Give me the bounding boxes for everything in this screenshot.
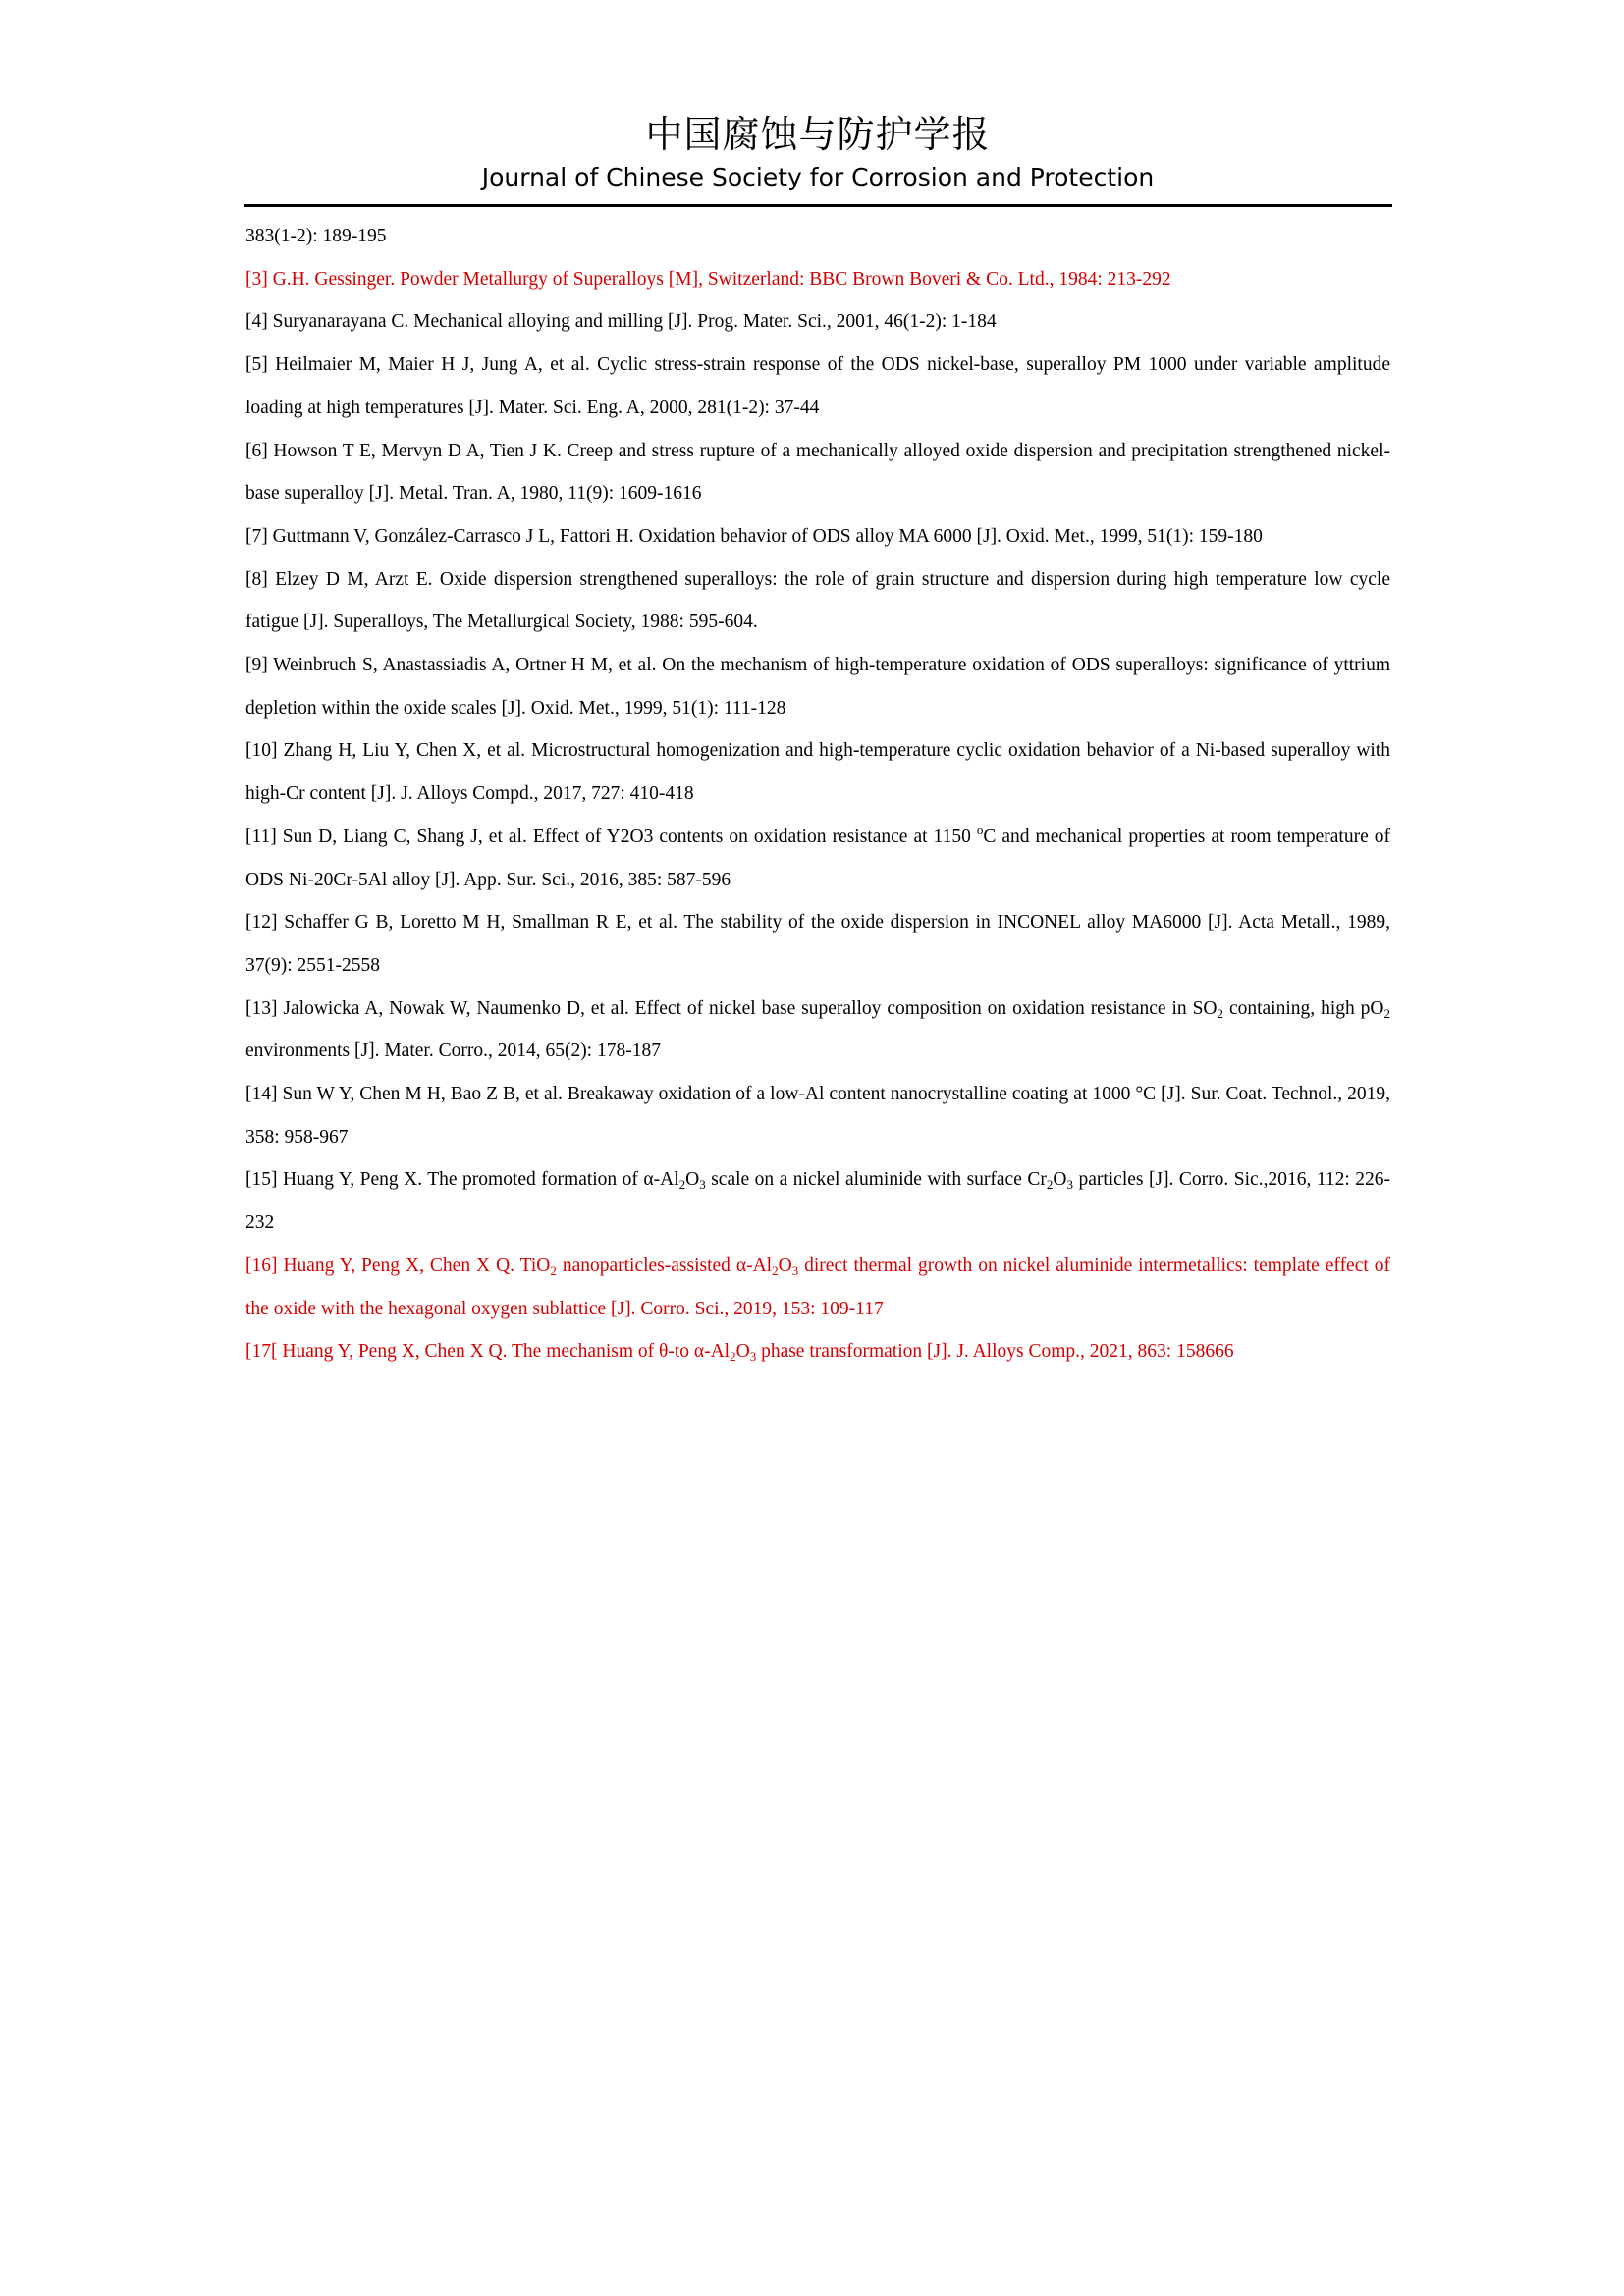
journal-title-chinese: 中国腐蚀与防护学报 (645, 113, 991, 156)
reference-text: [15] Huang Y, Peng X. The promoted formation of α-Al (245, 1169, 679, 1191)
journal-header (244, 110, 1392, 194)
reference-text: [8] Elzey D M, Arzt E. Oxide dispersion strengthened superalloys: the role of grain structure and dispersion during high temperature low cycle fatigue [J]. Superalloys, The Metallurgical Society, 1988: 595-604. (245, 568, 1390, 633)
reference-text: environments [J]. Mater. Corro., 2014, 65(2): 178-187 (245, 1041, 661, 1062)
reference-text: [16] Huang Y, Peng X, Chen X Q. TiO (245, 1255, 551, 1276)
reference-text: containing, high pO (1223, 997, 1384, 1019)
reference-text: [5] Heilmaier M, Maier H J, Jung A, et al. Cyclic stress-strain response of the ODS nickel-base, superalloy PM 1000 under variable amplitude loading at high temperatures [J]. Mater. Sci. Eng. A, 2000, 281(1-2): 37-44 (245, 354, 1390, 418)
reference-item-6 (245, 430, 1390, 515)
subscript: 3 (749, 1349, 757, 1364)
reference-text: nanoparticles-assisted α-Al (556, 1255, 773, 1276)
reference-text: particles [J]. Corro. Sic.,2016, 112: 226-232 (245, 1169, 1390, 1234)
reference-text: [13] Jalowicka A, Nowak W, Naumenko D, et al. Effect of nickel base superalloy composition on oxidation resistance in SO (245, 997, 1218, 1019)
subscript: 3 (699, 1177, 706, 1193)
reference-text: O (1053, 1169, 1067, 1191)
subscript: 2 (1046, 1177, 1054, 1193)
reference-text: [9] Weinbruch S, Anastassiadis A, Ortner H M, et al. On the mechanism of high-temperature oxidation of ODS superalloys: significance of yttrium depletion within the oxide scales [J]. Oxid. Met., 1999, 51(1): 111-128 (245, 655, 1390, 719)
reference-item-15 (245, 1158, 1390, 1244)
subscript: 2 (772, 1262, 779, 1278)
journal-title-english: Journal of Chinese Society for Corrosion and Protection (481, 163, 1155, 191)
subscript: 2 (550, 1262, 557, 1278)
reference-item-5 (245, 344, 1390, 429)
subscript: 3 (791, 1262, 799, 1278)
reference-text: [3] (245, 268, 273, 290)
reference-item-12 (245, 901, 1390, 987)
reference-text: 383(1-2): 189-195 (245, 226, 387, 246)
superscript: o (976, 822, 984, 837)
reference-text: [14] Sun W Y, Chen M H, Bao Z B, et al. Breakaway oxidation of a low-Al content nanocrystalline coating at 1000 °C [J]. Sur. Coat. Technol., 2019, 358: 958-967 (245, 1084, 1390, 1148)
reference-text: [7] Guttmann V, González-Carrasco J L, Fattori H. Oxidation behavior of ODS alloy MA 6000 [J]. Oxid. Met., 1999, 51(1): 159-180 (245, 525, 1263, 547)
reference-text: scale on a nickel aluminide with surface Cr (705, 1169, 1047, 1191)
reference-item-16 (245, 1245, 1390, 1330)
reference-text: C and mechanical properties at room temperature of ODS Ni-20Cr-5Al alloy [J]. App. Sur. Sci., 2016, 385: 587-596 (245, 826, 1390, 890)
reference-text: direct thermal growth on nickel aluminide intermetallics: template effect of the oxide with the hexagonal oxygen sublattice [J]. Corro. Sci., 2019, 153: 109-117 (245, 1255, 1390, 1319)
reference-item-11 (245, 816, 1390, 901)
reference-text: [11] Sun D, Liang C, Shang J, et al. Effect of Y2O3 contents on oxidation resistance at 1150 (245, 826, 977, 847)
reference-text: [10] Zhang H, Liu Y, Chen X, et al. Microstructural homogenization and high-temperature cyclic oxidation behavior of a Ni-based superalloy with high-Cr content [J]. J. Alloys Compd., 2017, 727: 410-418 (245, 740, 1390, 805)
reference-item-13 (245, 988, 1390, 1073)
header-divider (244, 204, 1392, 207)
reference-text: O (778, 1255, 792, 1276)
reference-text: [6] Howson T E, Mervyn D A, Tien J K. Creep and stress rupture of a mechanically alloyed oxide dispersion and precipitation strengthened nickel-base superalloy [J]. Metal. Tran. A, 1980, 11(9): 1609-1616 (245, 440, 1390, 505)
subscript: 2 (678, 1177, 686, 1193)
reference-item-4 (245, 300, 1390, 344)
reference-continuation (245, 215, 1390, 258)
reference-text: O (735, 1341, 750, 1362)
reference-text: G.H. Gessinger. Powder Metallurgy of Superalloys [M], Switzerland: BBC Brown Boveri & Co. Ltd., 1984: 213-292 (272, 268, 1171, 290)
reference-item-10 (245, 729, 1390, 815)
reference-list (245, 215, 1390, 1373)
reference-text: [17[ Huang Y, Peng X, Chen X Q. The mechanism of θ-to α-Al (245, 1341, 731, 1362)
reference-text: [4] Suryanarayana C. Mechanical alloying and milling [J]. Prog. Mater. Sci., 2001, 46(1-2): 1-184 (245, 311, 997, 333)
reference-item-14 (245, 1073, 1390, 1158)
reference-item-3 (245, 258, 1390, 301)
subscript: 2 (1383, 1005, 1390, 1021)
reference-item-7 (245, 515, 1390, 559)
reference-item-17 (245, 1330, 1390, 1373)
reference-text: phase transformation [J]. J. Alloys Comp., 2021, 863: 158666 (756, 1341, 1234, 1362)
reference-text: O (685, 1169, 700, 1191)
subscript: 2 (730, 1349, 736, 1364)
reference-item-8 (245, 559, 1390, 644)
subscript: 3 (1066, 1177, 1073, 1193)
subscript: 2 (1217, 1005, 1224, 1021)
reference-item-9 (245, 644, 1390, 729)
reference-text: [12] Schaffer G B, Loretto M H, Smallman R E, et al. The stability of the oxide dispersion in INCONEL alloy MA6000 [J]. Acta Metall., 1989, 37(9): 2551-2558 (245, 912, 1390, 976)
